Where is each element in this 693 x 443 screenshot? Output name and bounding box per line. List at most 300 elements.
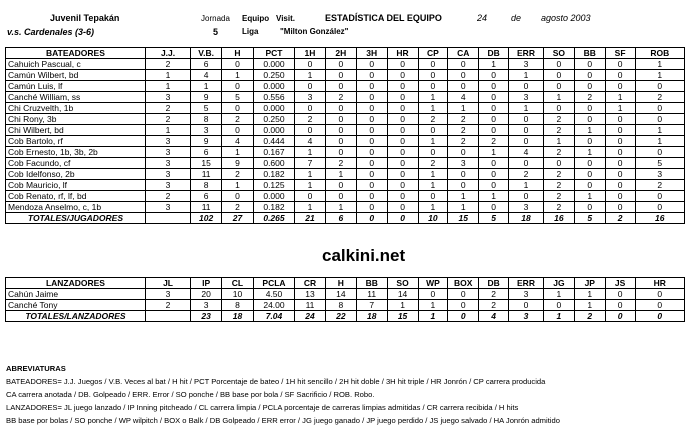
batting-stat-cell: 0: [418, 70, 448, 81]
abbreviations-line: BATEADORES= J.J. Juegos / V.B. Veces al bat / H hit / PCT Porcentaje de bateo / 1H hit sencillo / 2H hit doble / 3H hit triple / HR Jonrón / CP carrera producida: [6, 377, 546, 386]
batting-stat-cell: 2: [418, 158, 448, 169]
batting-stat-cell: 0: [574, 180, 605, 191]
pitching-total-cell: 22: [325, 311, 356, 322]
pitching-stat-cell: 20: [191, 289, 222, 300]
batting-row: [6, 202, 685, 213]
batting-stat-cell: 2: [543, 180, 574, 191]
visit-label: Visit.: [276, 14, 295, 23]
batting-player-name: Cob Facundo, cf: [6, 158, 146, 169]
pitching-total-cell: 4: [479, 311, 509, 322]
batting-stat-cell: 1: [222, 70, 254, 81]
batting-stat-cell: 0: [448, 59, 479, 70]
pitching-stat-cell: 0: [509, 300, 544, 311]
pitching-column-header: HR: [635, 278, 684, 289]
batting-stat-cell: 0: [387, 158, 418, 169]
pitching-column-header: JP: [574, 278, 605, 289]
batting-stat-cell: 0: [509, 114, 544, 125]
batting-stat-cell: 0: [574, 136, 605, 147]
batting-player-name: Chi Rony, 3b: [6, 114, 146, 125]
batting-row: [6, 81, 685, 92]
batting-stat-cell: 0: [356, 169, 387, 180]
pitching-column-header: JS: [605, 278, 635, 289]
batting-column-header: ROB: [635, 48, 684, 59]
pitching-row: [6, 289, 685, 300]
batting-stat-cell: 0: [448, 70, 479, 81]
batting-stat-cell: 0: [509, 191, 544, 202]
batting-stat-cell: 3: [191, 125, 222, 136]
batting-stat-cell: 0.000: [253, 125, 294, 136]
batting-stat-cell: 0: [605, 136, 635, 147]
batting-stat-cell: 0.000: [253, 191, 294, 202]
batting-stat-cell: 0: [295, 81, 326, 92]
pitching-total-row: [6, 311, 685, 322]
batting-stat-cell: 0: [574, 114, 605, 125]
batting-stat-cell: 0.000: [253, 81, 294, 92]
batting-stat-cell: 1: [418, 136, 448, 147]
batting-stat-cell: 0: [356, 81, 387, 92]
batting-stat-cell: 1: [574, 191, 605, 202]
pitching-stat-cell: 1: [418, 300, 448, 311]
pitching-total-cell: 3: [509, 311, 544, 322]
batting-stat-cell: 15: [191, 158, 222, 169]
batting-stat-cell: 0: [448, 81, 479, 92]
batting-row: [6, 169, 685, 180]
batting-stat-cell: 0: [479, 114, 509, 125]
batting-stat-cell: 1: [448, 202, 479, 213]
batting-row: [6, 92, 685, 103]
batting-player-name: Cahuich Pascual, c: [6, 59, 146, 70]
batting-stat-cell: 0: [356, 59, 387, 70]
batting-stat-cell: 0: [448, 147, 479, 158]
batting-row: [6, 147, 685, 158]
batting-column-header: 2H: [325, 48, 356, 59]
batting-stat-cell: 0: [543, 59, 574, 70]
team-name: Juvenil Tepakán: [50, 13, 120, 23]
batting-stat-cell: 0: [479, 158, 509, 169]
batting-stat-cell: 0: [356, 114, 387, 125]
batting-stat-cell: 1: [295, 202, 326, 213]
batting-stat-cell: 0: [387, 147, 418, 158]
pitching-total-cell: 18: [222, 311, 254, 322]
pitching-player-name: Cahún Jaime: [6, 289, 146, 300]
batting-column-header: HR: [387, 48, 418, 59]
pitching-column-header: JG: [543, 278, 574, 289]
batting-stat-cell: 0: [509, 125, 544, 136]
batting-column-header: 1H: [295, 48, 326, 59]
abbreviations-line: LANZADORES= JL juego lanzado / IP Inning pitcheado / CL carrera limpia / PCLA porcentaje de carreras limpias admitidas / CR carrera recibida / H hits: [6, 403, 519, 412]
batting-stat-cell: 0: [605, 70, 635, 81]
batting-total-cell: 5: [479, 213, 509, 224]
batting-stat-cell: 0: [509, 136, 544, 147]
batting-stat-cell: 0.444: [253, 136, 294, 147]
batting-stat-cell: 1: [635, 136, 684, 147]
batting-stat-cell: 1: [509, 70, 544, 81]
batting-stat-cell: 2: [635, 180, 684, 191]
batting-table: [5, 47, 685, 224]
batting-stat-cell: 0.182: [253, 202, 294, 213]
batting-stat-cell: 1: [418, 92, 448, 103]
batting-stat-cell: 0: [325, 103, 356, 114]
batting-stat-cell: 0: [543, 158, 574, 169]
batting-stat-cell: 0: [356, 147, 387, 158]
batting-column-header: CA: [448, 48, 479, 59]
pitching-total-cell: 0: [448, 311, 479, 322]
batting-stat-cell: 0: [543, 70, 574, 81]
batting-stat-cell: 1: [509, 180, 544, 191]
batting-stat-cell: 0: [356, 202, 387, 213]
batting-stat-cell: 1: [418, 103, 448, 114]
batting-stat-cell: 4: [222, 136, 254, 147]
pitching-stat-cell: 1: [574, 289, 605, 300]
batting-stat-cell: 1: [543, 92, 574, 103]
batting-stat-cell: 0: [605, 158, 635, 169]
batting-stat-cell: 2: [543, 202, 574, 213]
batting-stat-cell: 0: [325, 125, 356, 136]
pitching-total-cell: [145, 311, 190, 322]
batting-stat-cell: 0: [356, 136, 387, 147]
batting-stat-cell: 0: [356, 70, 387, 81]
batting-stat-cell: 1: [145, 81, 190, 92]
batting-row: [6, 103, 685, 114]
pitching-stat-cell: 1: [574, 300, 605, 311]
batting-stat-cell: 0: [325, 147, 356, 158]
batting-stat-cell: 0: [574, 70, 605, 81]
batting-player-name: Cob Mauricio, lf: [6, 180, 146, 191]
batting-stat-cell: 0: [635, 114, 684, 125]
batting-column-header: BB: [574, 48, 605, 59]
batting-stat-cell: 2: [543, 125, 574, 136]
pitching-stat-cell: 0: [605, 289, 635, 300]
batting-total-cell: 0.265: [253, 213, 294, 224]
batting-stat-cell: 3: [145, 158, 190, 169]
batting-total-cell: 18: [509, 213, 544, 224]
pitching-stat-cell: 11: [295, 300, 326, 311]
batting-stat-cell: 11: [191, 169, 222, 180]
batting-stat-cell: 2: [574, 92, 605, 103]
pitching-stat-cell: 13: [295, 289, 326, 300]
batting-row: [6, 70, 685, 81]
batting-stat-cell: 0: [387, 70, 418, 81]
batting-column-header: H: [222, 48, 254, 59]
batting-row: [6, 59, 685, 70]
batting-stat-cell: 0: [222, 59, 254, 70]
batting-stat-cell: 2: [145, 103, 190, 114]
batting-stat-cell: 3: [145, 169, 190, 180]
batting-stat-cell: 0: [509, 158, 544, 169]
batting-stat-cell: 2: [509, 169, 544, 180]
batting-total-cell: 21: [295, 213, 326, 224]
pitching-stat-cell: 0: [543, 300, 574, 311]
pitching-stat-cell: 3: [191, 300, 222, 311]
batting-stat-cell: 6: [191, 147, 222, 158]
date-de: de: [511, 13, 522, 23]
batting-stat-cell: 3: [145, 147, 190, 158]
batting-stat-cell: 1: [222, 180, 254, 191]
batting-stat-cell: 1: [605, 103, 635, 114]
pitching-stat-cell: 0: [448, 289, 479, 300]
batting-stat-cell: 8: [191, 114, 222, 125]
batting-stat-cell: 2: [543, 114, 574, 125]
batting-row: [6, 136, 685, 147]
batting-total-cell: 10: [418, 213, 448, 224]
batting-stat-cell: 0: [325, 70, 356, 81]
batting-column-header: V.B.: [191, 48, 222, 59]
batting-stat-cell: 0: [605, 202, 635, 213]
batting-stat-cell: 2: [479, 136, 509, 147]
batting-stat-cell: 0: [574, 59, 605, 70]
batting-stat-cell: 0: [448, 180, 479, 191]
page-title: ESTADÍSTICA DEL EQUIPO: [325, 13, 442, 23]
batting-stat-cell: 2: [145, 59, 190, 70]
batting-stat-cell: 0: [479, 180, 509, 191]
pitching-stat-cell: 24.00: [253, 300, 294, 311]
batting-stat-cell: 3: [509, 202, 544, 213]
batting-stat-cell: 2: [222, 169, 254, 180]
batting-stat-cell: 0: [635, 81, 684, 92]
batting-stat-cell: 0: [479, 125, 509, 136]
batting-stat-cell: 1: [543, 136, 574, 147]
batting-column-header: SF: [605, 48, 635, 59]
batting-stat-cell: 0: [325, 191, 356, 202]
batting-stat-cell: 1: [635, 125, 684, 136]
batting-player-name: Cob Renato, rf, lf, bd: [6, 191, 146, 202]
batting-stat-cell: 0: [574, 103, 605, 114]
batting-column-header: J.J.: [145, 48, 190, 59]
batting-column-header: DB: [479, 48, 509, 59]
batting-row: [6, 191, 685, 202]
batting-stat-cell: 0: [448, 169, 479, 180]
batting-stat-cell: 3: [448, 158, 479, 169]
batting-stat-cell: 1: [295, 180, 326, 191]
pitching-stat-cell: 2: [479, 289, 509, 300]
batting-total-cell: 6: [325, 213, 356, 224]
pitching-row: [6, 300, 685, 311]
pitching-stat-cell: 7: [356, 300, 387, 311]
batting-stat-cell: 0: [479, 92, 509, 103]
pitching-total-cell: 0: [635, 311, 684, 322]
batting-stat-cell: 0: [356, 103, 387, 114]
batting-stat-cell: 0: [295, 191, 326, 202]
batting-row: [6, 180, 685, 191]
batting-stat-cell: 2: [145, 114, 190, 125]
pitching-stat-cell: 0: [448, 300, 479, 311]
batting-stat-cell: 1: [448, 103, 479, 114]
pitching-stat-cell: 2: [145, 300, 190, 311]
batting-stat-cell: 6: [191, 59, 222, 70]
pitching-total-cell: 1: [418, 311, 448, 322]
date-month-year: agosto 2003: [541, 13, 591, 23]
pitching-column-header: PCLA: [253, 278, 294, 289]
pitching-column-header: SO: [387, 278, 418, 289]
watermark: calkini.net: [322, 246, 406, 265]
batting-stat-cell: 1: [222, 147, 254, 158]
opponent: v.s. Cardenales (3-6): [7, 27, 95, 37]
batting-total-cell: 16: [543, 213, 574, 224]
batting-stat-cell: 1: [418, 180, 448, 191]
batting-stat-cell: 0: [574, 169, 605, 180]
batting-stat-cell: 0: [479, 169, 509, 180]
batting-stat-cell: 0: [387, 169, 418, 180]
batting-stat-cell: 2: [448, 125, 479, 136]
batting-stat-cell: 0: [605, 114, 635, 125]
batting-total-cell: 15: [448, 213, 479, 224]
batting-stat-cell: 0: [479, 202, 509, 213]
batting-stat-cell: 0: [605, 81, 635, 92]
abbreviations-line: BB base por bolas / SO ponche / WP wilpitch / BOX o Balk / DB Golpeado / ERR error / JG juego ganado / JP juego perdido / JS juego salvado / HA Jonrón admitido: [6, 416, 560, 425]
pitching-column-header: CL: [222, 278, 254, 289]
batting-stat-cell: 0: [387, 180, 418, 191]
batting-stat-cell: 0: [605, 59, 635, 70]
batting-stat-cell: 5: [191, 103, 222, 114]
batting-stat-cell: 0: [356, 180, 387, 191]
batting-stat-cell: 0: [635, 202, 684, 213]
batting-stat-cell: 2: [448, 136, 479, 147]
batting-stat-cell: 8: [191, 180, 222, 191]
batting-stat-cell: 4: [448, 92, 479, 103]
batting-stat-cell: 7: [295, 158, 326, 169]
batting-stat-cell: 1: [479, 59, 509, 70]
batting-total-cell: 16: [635, 213, 684, 224]
batting-stat-cell: 0: [418, 147, 448, 158]
pitching-column-header: BOX: [448, 278, 479, 289]
batting-stat-cell: 0: [418, 125, 448, 136]
pitching-stat-cell: 11: [356, 289, 387, 300]
pitching-stat-cell: 0: [605, 300, 635, 311]
batting-stat-cell: 0: [325, 59, 356, 70]
batting-stat-cell: 1: [509, 103, 544, 114]
batting-stat-cell: 2: [325, 92, 356, 103]
batting-total-label: TOTALES/JUGADORES: [6, 213, 146, 224]
batting-stat-cell: 1: [145, 125, 190, 136]
pitching-total-cell: 24: [295, 311, 326, 322]
pitching-stat-cell: 2: [479, 300, 509, 311]
pitching-header-row: [6, 278, 685, 289]
batting-stat-cell: 3: [145, 180, 190, 191]
batting-stat-cell: 0: [574, 202, 605, 213]
batting-stat-cell: 0: [387, 92, 418, 103]
batting-stat-cell: 1: [418, 202, 448, 213]
batting-stat-cell: 0: [574, 81, 605, 92]
batting-stat-cell: 0: [479, 70, 509, 81]
batting-stat-cell: 0: [222, 191, 254, 202]
batting-player-name: Cob Idelfonso, 2b: [6, 169, 146, 180]
batting-stat-cell: 1: [479, 191, 509, 202]
pitching-column-header: LANZADORES: [6, 278, 146, 289]
batting-total-cell: 102: [191, 213, 222, 224]
batting-column-header: ERR: [509, 48, 544, 59]
pitching-stat-cell: 3: [509, 289, 544, 300]
batting-stat-cell: 0: [479, 103, 509, 114]
batting-stat-cell: 1: [295, 70, 326, 81]
pitching-column-header: JL: [145, 278, 190, 289]
pitching-stat-cell: 0: [418, 289, 448, 300]
batting-stat-cell: 3: [509, 92, 544, 103]
batting-stat-cell: 0: [295, 125, 326, 136]
batting-stat-cell: 2: [222, 202, 254, 213]
pitching-total-cell: 18: [356, 311, 387, 322]
pitching-total-label: TOTALES/LANZADORES: [6, 311, 146, 322]
batting-stat-cell: 3: [145, 136, 190, 147]
batting-stat-cell: 1: [295, 147, 326, 158]
batting-stat-cell: 3: [145, 202, 190, 213]
pitching-stat-cell: 1: [543, 289, 574, 300]
batting-stat-cell: 0.000: [253, 59, 294, 70]
batting-stat-cell: 0.167: [253, 147, 294, 158]
batting-stat-cell: 9: [191, 92, 222, 103]
batting-total-cell: 0: [356, 213, 387, 224]
batting-stat-cell: 0: [543, 81, 574, 92]
batting-stat-cell: 3: [635, 169, 684, 180]
batting-stat-cell: 0: [543, 103, 574, 114]
batting-stat-cell: 0.125: [253, 180, 294, 191]
batting-stat-cell: 0: [605, 191, 635, 202]
pitching-total-cell: 2: [574, 311, 605, 322]
batting-player-name: Chi Wilbert, bd: [6, 125, 146, 136]
pitching-stat-cell: 0: [635, 289, 684, 300]
batting-stat-cell: 2: [325, 158, 356, 169]
batting-row: [6, 114, 685, 125]
batting-stat-cell: 0: [222, 103, 254, 114]
batting-stat-cell: 3: [145, 92, 190, 103]
batting-stat-cell: 0: [509, 81, 544, 92]
batting-total-row: [6, 213, 685, 224]
batting-stat-cell: 2: [635, 92, 684, 103]
pitching-total-cell: 1: [543, 311, 574, 322]
batting-stat-cell: 0: [295, 59, 326, 70]
pitching-column-header: H: [325, 278, 356, 289]
batting-stat-cell: 0.182: [253, 169, 294, 180]
pitching-total-cell: 7.04: [253, 311, 294, 322]
batting-stat-cell: 0: [605, 147, 635, 158]
batting-total-cell: [145, 213, 190, 224]
pitching-stat-cell: 8: [325, 300, 356, 311]
batting-column-header: 3H: [356, 48, 387, 59]
jornada-label: Jornada: [201, 14, 230, 23]
batting-stat-cell: 0: [479, 81, 509, 92]
batting-stat-cell: 0: [387, 136, 418, 147]
batting-stat-cell: 0: [325, 81, 356, 92]
batting-stat-cell: 9: [222, 158, 254, 169]
batting-stat-cell: 1: [325, 169, 356, 180]
batting-stat-cell: 0: [387, 191, 418, 202]
batting-stat-cell: 0: [387, 103, 418, 114]
batting-stat-cell: 2: [543, 169, 574, 180]
batting-stat-cell: 0.600: [253, 158, 294, 169]
batting-stat-cell: 1: [295, 169, 326, 180]
batting-stat-cell: 2: [222, 114, 254, 125]
batting-stat-cell: 0: [418, 81, 448, 92]
batting-stat-cell: 2: [145, 191, 190, 202]
batting-stat-cell: 0: [418, 59, 448, 70]
batting-stat-cell: 0: [222, 81, 254, 92]
batting-stat-cell: 0: [635, 191, 684, 202]
batting-total-cell: 0: [387, 213, 418, 224]
batting-stat-cell: 2: [448, 114, 479, 125]
batting-player-name: Mendoza Anselmo, c, 1b: [6, 202, 146, 213]
batting-stat-cell: 0: [356, 92, 387, 103]
batting-stat-cell: 0: [222, 125, 254, 136]
batting-stat-cell: 1: [574, 125, 605, 136]
batting-stat-cell: 0: [635, 103, 684, 114]
equipo-label: Equipo: [242, 14, 270, 23]
batting-stat-cell: 0: [356, 191, 387, 202]
pitching-column-header: BB: [356, 278, 387, 289]
batting-stat-cell: 2: [295, 114, 326, 125]
batting-stat-cell: 2: [543, 147, 574, 158]
batting-total-cell: 2: [605, 213, 635, 224]
batting-player-name: Cob Ernesto, 1b, 3b, 2b: [6, 147, 146, 158]
pitching-column-header: DB: [479, 278, 509, 289]
